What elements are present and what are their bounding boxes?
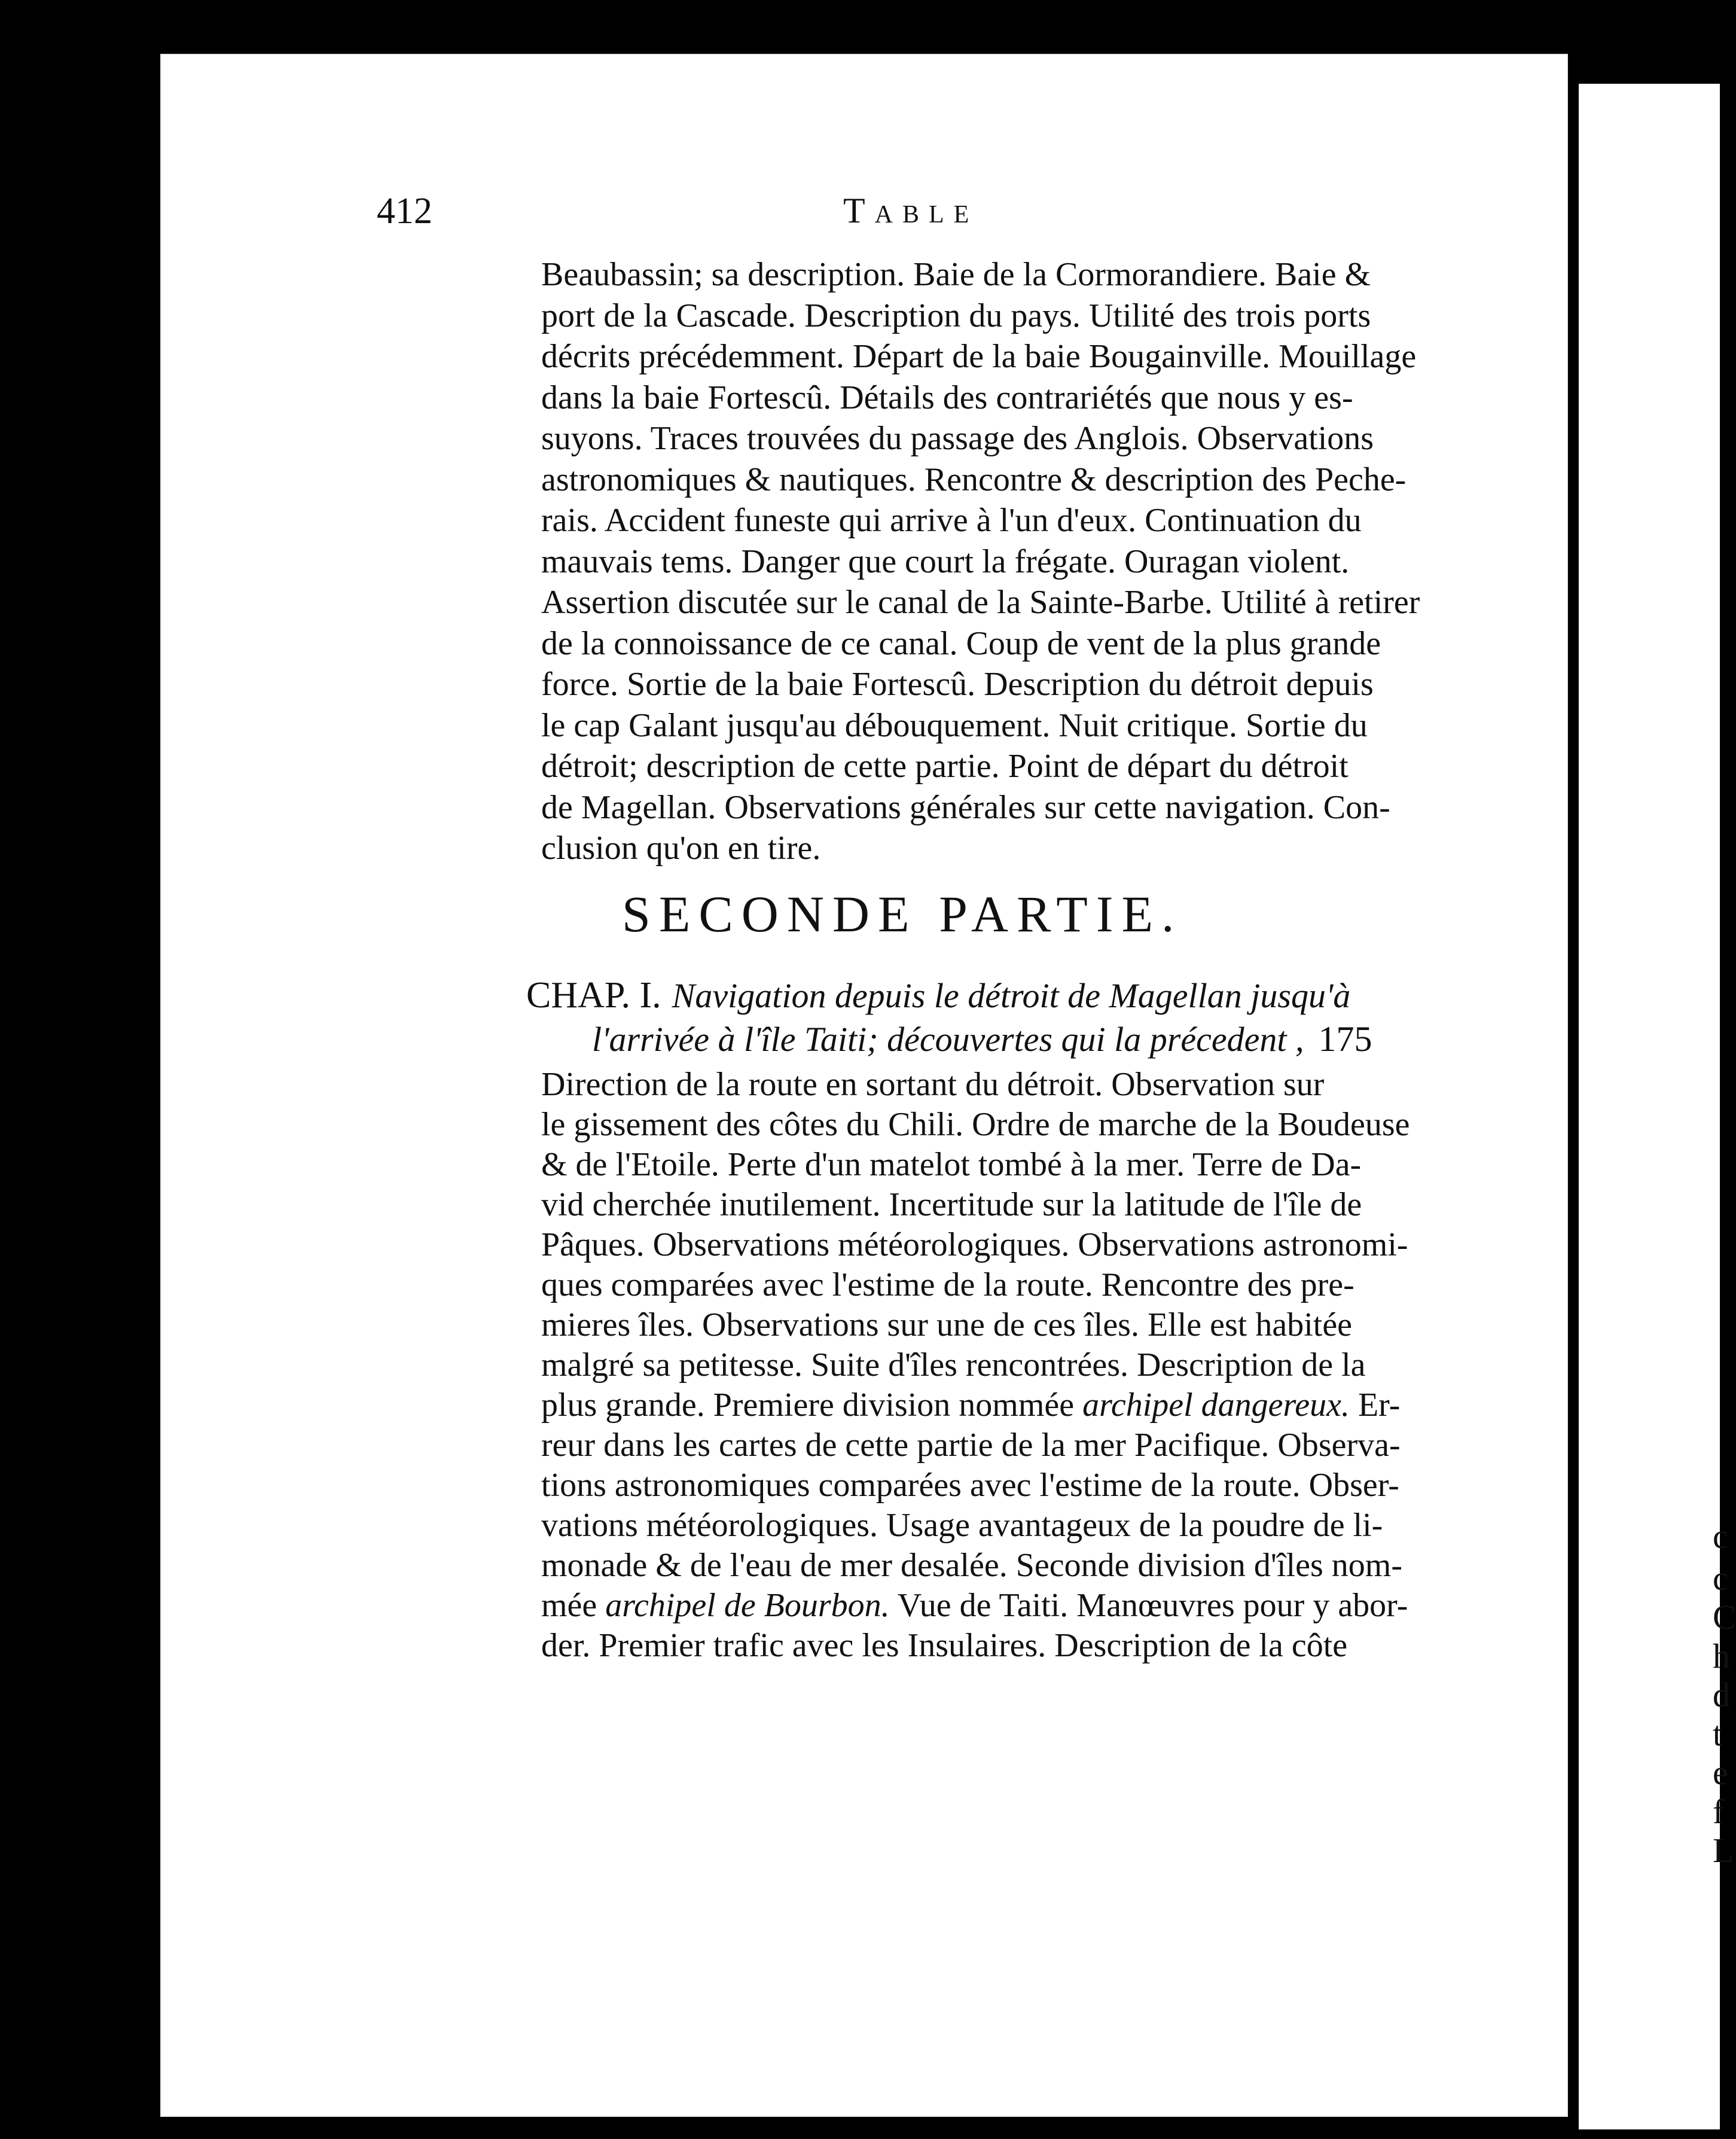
- text-line: Assertion discutée sur le canal de la Sainte-Barbe. Utilité à retirer: [541, 584, 1420, 621]
- text-line: vid cherchée inutilement. Incertitude sur la latitude de l'île de: [541, 1186, 1362, 1223]
- facing-page-fragment: L: [1713, 1831, 1734, 1870]
- text-line: malgré sa petitesse. Suite d'îles rencontrées. Description de la: [541, 1346, 1366, 1384]
- text-line: dans la baie Fortescû. Détails des contrariétés que nous y es-: [541, 379, 1353, 416]
- part-heading: SECONDE PARTIE.: [622, 885, 1183, 943]
- contents-paragraph-2: [541, 1065, 1410, 1666]
- text-fragment: mée: [541, 1587, 597, 1624]
- text-line: der. Premier trafic avec les Insulaires. Description de la côte: [541, 1627, 1348, 1664]
- text-line: Beaubassin; sa description. Baie de la Cormorandiere. Baie &: [541, 256, 1371, 293]
- text-line: tions astronomiques comparées avec l'estime de la route. Obser-: [541, 1467, 1399, 1504]
- facing-page-fragment: t: [1713, 1714, 1723, 1753]
- chapter-entry: [526, 974, 1387, 1061]
- facing-page-fragment: c: [1713, 1559, 1728, 1598]
- text-line: Direction de la route en sortant du détroit. Observation sur: [541, 1066, 1325, 1103]
- text-line: force. Sortie de la baie Fortescû. Description du détroit depuis: [541, 666, 1374, 703]
- chapter-title-line-2: l'arrivée à l'île Taiti; découvertes qui la précedent ,: [592, 1020, 1304, 1059]
- text-fragment: plus grande. Premiere division nommée: [541, 1387, 1075, 1424]
- italic-term: archipel dangereux.: [1082, 1387, 1350, 1424]
- chapter-title-line-1: Navigation depuis le détroit de Magellan jusqu'à: [672, 976, 1351, 1015]
- facing-page-fragment: h: [1713, 1637, 1730, 1675]
- text-line: de Magellan. Observations générales sur cette navigation. Con-: [541, 788, 1390, 826]
- text-line: rais. Accident funeste qui arrive à l'un d'eux. Continuation du: [541, 502, 1362, 539]
- facing-page-edge: [1579, 84, 1736, 2129]
- running-title: Table: [843, 191, 979, 230]
- text-line: monade & de l'eau de mer desalée. Seconde division d'îles nom-: [541, 1547, 1402, 1584]
- chapter-label: CHAP. I.: [526, 975, 661, 1016]
- contents-paragraph-1: [541, 254, 1420, 869]
- text-line: vations météorologiques. Usage avantageux de la poudre de li-: [541, 1507, 1383, 1544]
- text-line: mieres îles. Observations sur une de ces îles. Elle est habitée: [541, 1306, 1353, 1343]
- text-line: port de la Cascade. Description du pays. Utilité des trois ports: [541, 297, 1371, 334]
- text-line: mauvais tems. Danger que court la frégate. Ouragan violent.: [541, 543, 1350, 580]
- text-fragment: Er-: [1357, 1387, 1401, 1424]
- facing-page-fragment: f: [1713, 1792, 1725, 1831]
- facing-page-fragment: e: [1713, 1753, 1728, 1792]
- page-number: 412: [377, 191, 432, 231]
- text-line: de la connoissance de ce canal. Coup de vent de la plus grande: [541, 624, 1381, 662]
- facing-page-fragment: d: [1713, 1675, 1730, 1714]
- text-line: [541, 1385, 1401, 1425]
- text-line: Pâques. Observations météorologiques. Observations astronomi-: [541, 1226, 1408, 1263]
- text-line: astronomiques & nautiques. Rencontre & description des Peche-: [541, 461, 1407, 498]
- text-line: suyons. Traces trouvées du passage des Anglois. Observations: [541, 420, 1374, 457]
- italic-term: archipel de Bourbon.: [605, 1587, 890, 1624]
- text-line: décrits précédemment. Départ de la baie Bougainville. Mouillage: [541, 338, 1417, 375]
- facing-page-fragment: c: [1713, 1517, 1728, 1556]
- text-line: le gissement des côtes du Chili. Ordre de marche de la Boudeuse: [541, 1106, 1410, 1143]
- text-line: reur dans les cartes de cette partie de la mer Pacifique. Observa-: [541, 1427, 1401, 1464]
- facing-page-fragment: C: [1713, 1598, 1736, 1637]
- text-fragment: Vue de Taiti. Manœuvres pour y abor-: [897, 1587, 1408, 1624]
- chapter-page-number: 175: [1318, 1019, 1372, 1059]
- text-line: le cap Galant jusqu'au débouquement. Nuit critique. Sortie du: [541, 706, 1368, 744]
- text-line: détroit; description de cette partie. Point de départ du détroit: [541, 748, 1348, 785]
- text-line: [541, 1586, 1408, 1626]
- page-header: [377, 190, 1387, 238]
- text-line: & de l'Etoile. Perte d'un matelot tombé à la mer. Terre de Da-: [541, 1146, 1362, 1183]
- text-line: clusion qu'on en tire.: [541, 830, 821, 867]
- text-line: ques comparées avec l'estime de la route. Rencontre des pre-: [541, 1266, 1354, 1303]
